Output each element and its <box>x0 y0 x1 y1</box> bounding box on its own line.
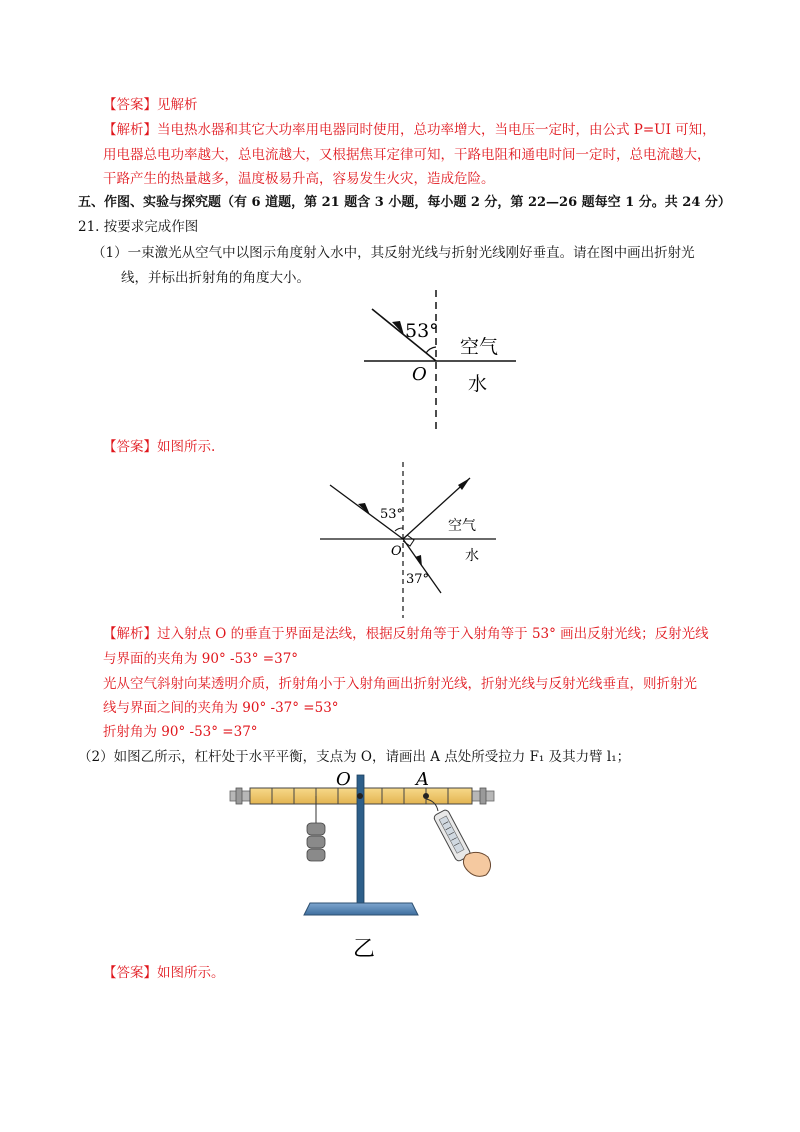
arrow-icon <box>458 478 470 490</box>
point-a-label: A <box>416 769 429 790</box>
section-heading: 五、作图、实验与探究题（有 6 道题，第 21 题含 3 小题，每小题 2 分，第 22—26 题每空 1 分。共 24 分） <box>78 195 731 210</box>
answer-tag: 【答案】 <box>103 439 157 455</box>
stand-base <box>304 903 418 915</box>
answer-line <box>103 437 215 457</box>
analysis-text: 当电热水器和其它大功率用电器同时使用，总功率增大，当电压一定时，由公式 P=UI 可知， <box>157 122 716 138</box>
analysis-line-2: 用电器总电功率越大，总电流越大，又根据焦耳定律可知，干路电阻和通电时间一定时，总电流越大， <box>103 147 711 163</box>
pivot-pin <box>357 793 363 799</box>
answer-text: 见解析 <box>157 97 198 113</box>
answer-text: 如图所示. <box>157 439 216 455</box>
arrow-icon <box>358 503 370 515</box>
part1-line-1: （1）一束激光从空气中以图示角度射入水中，其反射光线与折射光线刚好垂直。请在图中画出折射光 <box>92 245 695 261</box>
point-a-hook <box>423 793 429 799</box>
analysis-tag: 【解析】 <box>103 626 157 642</box>
medium-water-label: 水 <box>468 373 488 395</box>
refracted-angle-label: 37° <box>406 572 430 587</box>
weight-block <box>307 836 325 848</box>
medium-air-label: 空气 <box>460 336 499 358</box>
question-title: 21. 按要求完成作图 <box>78 219 199 235</box>
analysis-line-1 <box>103 624 709 644</box>
spring-scale <box>433 809 472 862</box>
analysis-line-2: 与界面的夹角为 90° -53° =37° <box>103 651 299 667</box>
part1-line-2: 线，并标出折射角的角度大小。 <box>121 270 310 286</box>
angle-arc <box>426 347 436 353</box>
answer-tag: 【答案】 <box>103 97 157 113</box>
analysis-line-3: 干路产生的热量越多，温度极易升高，容易发生火灾，造成危险。 <box>103 171 495 187</box>
answer-tag: 【答案】 <box>103 965 157 981</box>
analysis-tag: 【解析】 <box>103 122 157 138</box>
lever-nut <box>236 788 242 804</box>
point-label: O <box>391 544 402 559</box>
angle-label: 53° <box>405 320 439 342</box>
answer-text: 如图所示。 <box>157 965 225 981</box>
arrow-icon <box>415 555 422 567</box>
lever-nut <box>480 788 486 804</box>
point-label: O <box>412 364 427 385</box>
hand <box>463 852 490 876</box>
arrow-icon <box>392 321 404 335</box>
answer2-line <box>103 963 225 983</box>
part2-line: （2）如图乙所示，杠杆处于水平平衡，支点为 O，请画出 A 点处所受拉力 F₁ 及其力臂 l₁； <box>78 749 631 765</box>
refraction-answer-figure <box>318 460 498 620</box>
analysis-line-5: 折射角为 90° -53° =37° <box>103 724 258 740</box>
medium-air-label: 空气 <box>448 518 476 534</box>
weight-block <box>307 849 325 861</box>
lever-figure <box>228 765 498 965</box>
refraction-question-figure <box>350 285 530 435</box>
analysis-line-3: 光从空气斜射向某透明介质，折射角小于入射角画出折射光线，折射光线与反射光线垂直，则折射光 <box>103 676 697 692</box>
pivot-label: O <box>336 769 351 790</box>
angle-arc <box>395 528 403 531</box>
medium-water-label: 水 <box>465 548 479 564</box>
analysis-text: 过入射点 O 的垂直于界面是法线，根据反射角等于入射角等于 53° 画出反射光线；反射光线 <box>157 626 709 642</box>
incident-angle-label: 53° <box>380 507 404 522</box>
answer-line <box>103 95 198 115</box>
figure-caption: 乙 <box>353 937 376 962</box>
analysis-line-4: 线与界面之间的夹角为 90° -37° =53° <box>103 700 339 716</box>
weight-block <box>307 823 325 835</box>
analysis-line-1 <box>103 120 716 140</box>
